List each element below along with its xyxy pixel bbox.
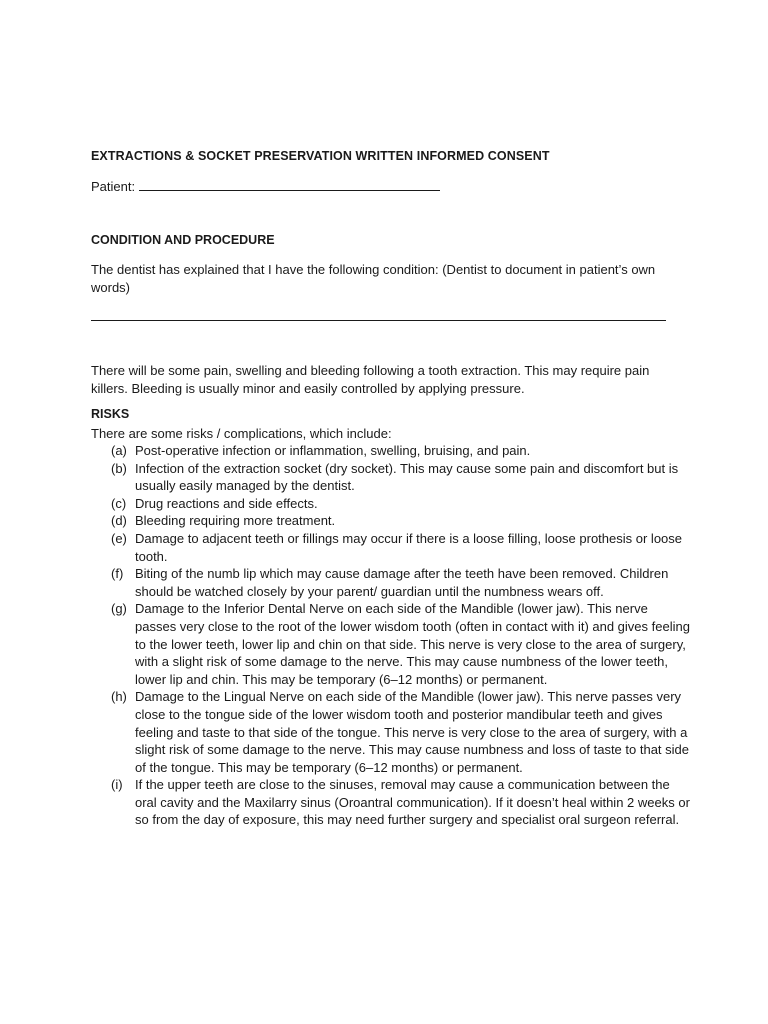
patient-name-blank <box>139 177 440 191</box>
condition-heading: CONDITION AND PROCEDURE <box>91 233 275 247</box>
risk-marker: (c) <box>111 495 127 511</box>
risk-text: Post-operative infection or inflammation, swelling, bruising, and pain. <box>135 443 531 458</box>
risk-text: Damage to adjacent teeth or fillings may occur if there is a loose filling, loose prothesis or loose tooth. <box>135 530 683 564</box>
risk-text: Drug reactions and side effects. <box>135 495 318 511</box>
pain-paragraph: There will be some pain, swelling and bleeding following a tooth extraction. This may require pain killers. Bleeding is usually minor and easily controlled by applying pressure. <box>91 363 650 396</box>
risk-item-d <box>91 512 691 530</box>
risk-text: Biting of the numb lip which may cause damage after the teeth have been removed. Children should be watched closely by your parent/ guardian until the numbness wears off. <box>135 566 669 599</box>
risk-marker: (b) <box>111 460 127 476</box>
risk-item-h <box>91 688 691 776</box>
patient-field-row <box>91 177 440 194</box>
risk-marker: (h) <box>111 689 127 705</box>
risk-text: Infection of the extraction socket (dry socket). This may cause some pain and discomfort but is usually easily managed by the dentist. <box>135 460 679 494</box>
risk-item-i <box>91 776 691 829</box>
risk-item-c <box>91 495 691 513</box>
risk-marker: (e) <box>111 530 127 546</box>
risk-marker: (f) <box>111 566 124 582</box>
risk-marker: (i) <box>111 777 123 793</box>
patient-label: Patient: <box>91 179 136 194</box>
risk-item-f <box>91 565 691 600</box>
risk-text: Damage to the Lingual Nerve on each side of the Mandible (lower jaw). This nerve passes very close to the tongue side of the lower wisdom tooth and posterior mandibular teeth and gives feeling and taste to that side of the tongue. This nerve is very close to the area of surgery, with a slight risk of some damage to the nerve. This may cause numbness and loss of taste to that side of the tongue. This may be temporary (6–12 months) or permanent. <box>135 689 689 775</box>
risks-list <box>91 442 691 829</box>
risk-item-g <box>91 600 691 688</box>
risk-item-b <box>91 460 691 495</box>
risk-text: Bleeding requiring more treatment. <box>135 513 336 529</box>
document-title: EXTRACTIONS & SOCKET PRESERVATION WRITTEN INFORMED CONSENT <box>91 149 550 163</box>
condition-intro: The dentist has explained that I have the following condition: (Dentist to document in patient’s own words) <box>91 262 656 295</box>
risk-item-a <box>91 442 691 460</box>
risk-marker: (a) <box>111 443 127 458</box>
risk-marker: (g) <box>111 601 127 617</box>
risk-text: If the upper teeth are close to the sinuses, removal may cause a communication between the oral cavity and the Maxilarry sinus (Oroantral communication). If it doesn’t heal within 2 weeks or so from the day of exposure, this may need further surgery and specialist oral surgeon referral. <box>135 777 690 828</box>
risk-item-e <box>91 530 691 565</box>
condition-blank-line <box>91 320 666 321</box>
risks-intro: There are some risks / complications, which include: <box>91 426 392 441</box>
risk-marker: (d) <box>111 513 127 529</box>
risks-heading: RISKS <box>91 407 130 421</box>
risk-text: Damage to the Inferior Dental Nerve on each side of the Mandible (lower jaw). This nerve passes very close to the root of the lower wisdom tooth (often in contact with it) and gives feeling to the lower teeth, lower lip and chin on that side. This nerve is very close to the area of surgery, with a slight risk of some damage to the nerve. This may cause numbness of the lower teeth, lower lip and chin. This may be temporary (6–12 months) or permanent. <box>135 601 690 687</box>
